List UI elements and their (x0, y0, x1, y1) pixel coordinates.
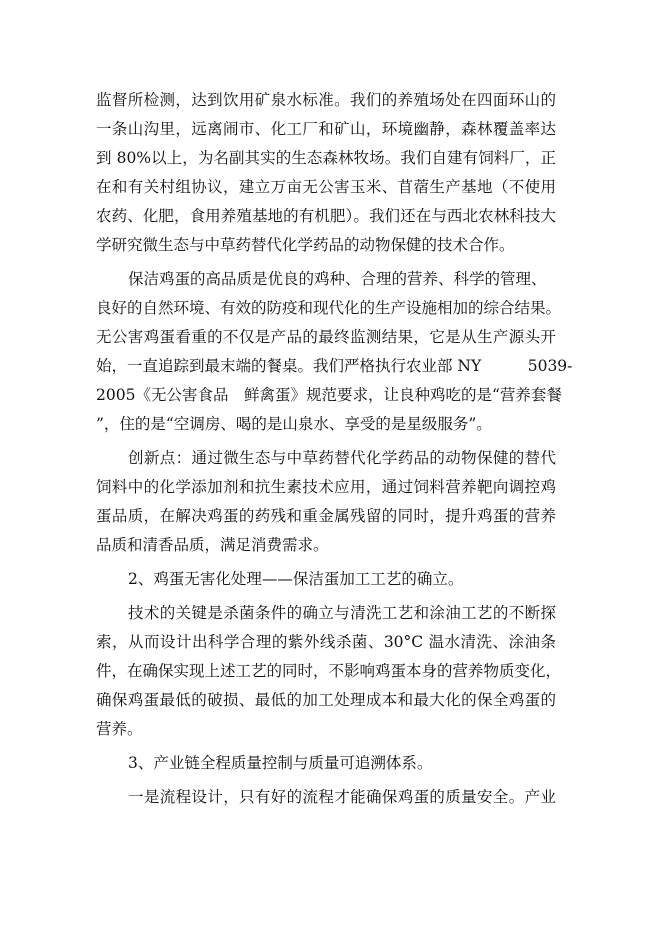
text-line: 在和有关村组协议，建立万亩无公害玉米、苜蓿生产基地（不使用 (96, 178, 556, 196)
text-line: 3、产业链全程质量控制与质量可追溯体系。 (128, 754, 433, 772)
text-line: 保洁鸡蛋的高品质是优良的鸡种、合理的营养、科学的管理、 (128, 270, 547, 288)
text-line: ”，住的是“空调房、喝的是山泉水、享受的是星级服务”。 (96, 415, 492, 433)
text-line: 索，从而设计出科学合理的紫外线杀菌、30°C 温水清洗、涂油条 (96, 633, 556, 651)
text-line: 确保鸡蛋最低的破损、最低的加工处理成本和最大化的保全鸡蛋的 (96, 691, 556, 709)
paragraph (96, 599, 562, 744)
text-line: 学研究微生态与中草药替代化学药品的动物保健的技术合作。 (96, 236, 515, 254)
text-line: 监督所检测，达到饮用矿泉水标准。我们的养殖场处在四面环山的 (96, 91, 556, 109)
text-line: 品质和清香品质，满足消费需求。 (96, 536, 329, 554)
text-line: 良好的自然环境、有效的防疫和现代化的生产设施相加的综合结果。 (96, 299, 562, 317)
paragraph (96, 444, 556, 560)
text-line: 件，在确保实现上述工艺的同时，不影响鸡蛋本身的营养物质变化， (96, 662, 562, 680)
text-line: 饲料中的化学添加剂和抗生素技术应用，通过饲料营养靶向调控鸡 (96, 478, 556, 496)
paragraph (96, 565, 556, 594)
text-line: 技术的关键是杀菌条件的确立与清洗工艺和涂油工艺的不断探 (128, 604, 556, 622)
text-line: 始，一直追踪到最末端的餐桌。我们严格执行农业部 NY 5039- (96, 357, 573, 375)
text-line: 到 80%以上，为名副其实的生态森林牧场。我们自建有饲料厂，正 (96, 149, 556, 167)
paragraph (96, 86, 556, 260)
text-line: 创新点：通过微生态与中草药替代化学药品的动物保健的替代 (128, 449, 556, 467)
text-line: 营养。 (96, 720, 143, 738)
text-line: 蛋品质，在解决鸡蛋的药残和重金属残留的同时，提升鸡蛋的营养 (96, 507, 556, 525)
text-line: 2005《无公害食品 鲜禽蛋》规范要求，让良种鸡吃的是“营养套餐 (96, 386, 562, 404)
text-line: 2、鸡蛋无害化处理——保洁蛋加工工艺的确立。 (128, 570, 464, 588)
paragraph (96, 265, 573, 439)
text-line: 无公害鸡蛋看重的不仅是产品的最终监测结果，它是从生产源头开 (96, 328, 556, 346)
text-line: 一是流程设计，只有好的流程才能确保鸡蛋的质量安全。产业 (128, 788, 556, 806)
paragraph (96, 749, 556, 778)
text-line: 农药、化肥，食用养殖基地的有机肥）。我们还在与西北农林科技大 (96, 207, 556, 225)
text-line: 一条山沟里，远离闹市、化工厂和矿山，环境幽静，森林覆盖率达 (96, 120, 556, 138)
paragraph (96, 783, 556, 812)
document-body (96, 86, 573, 812)
